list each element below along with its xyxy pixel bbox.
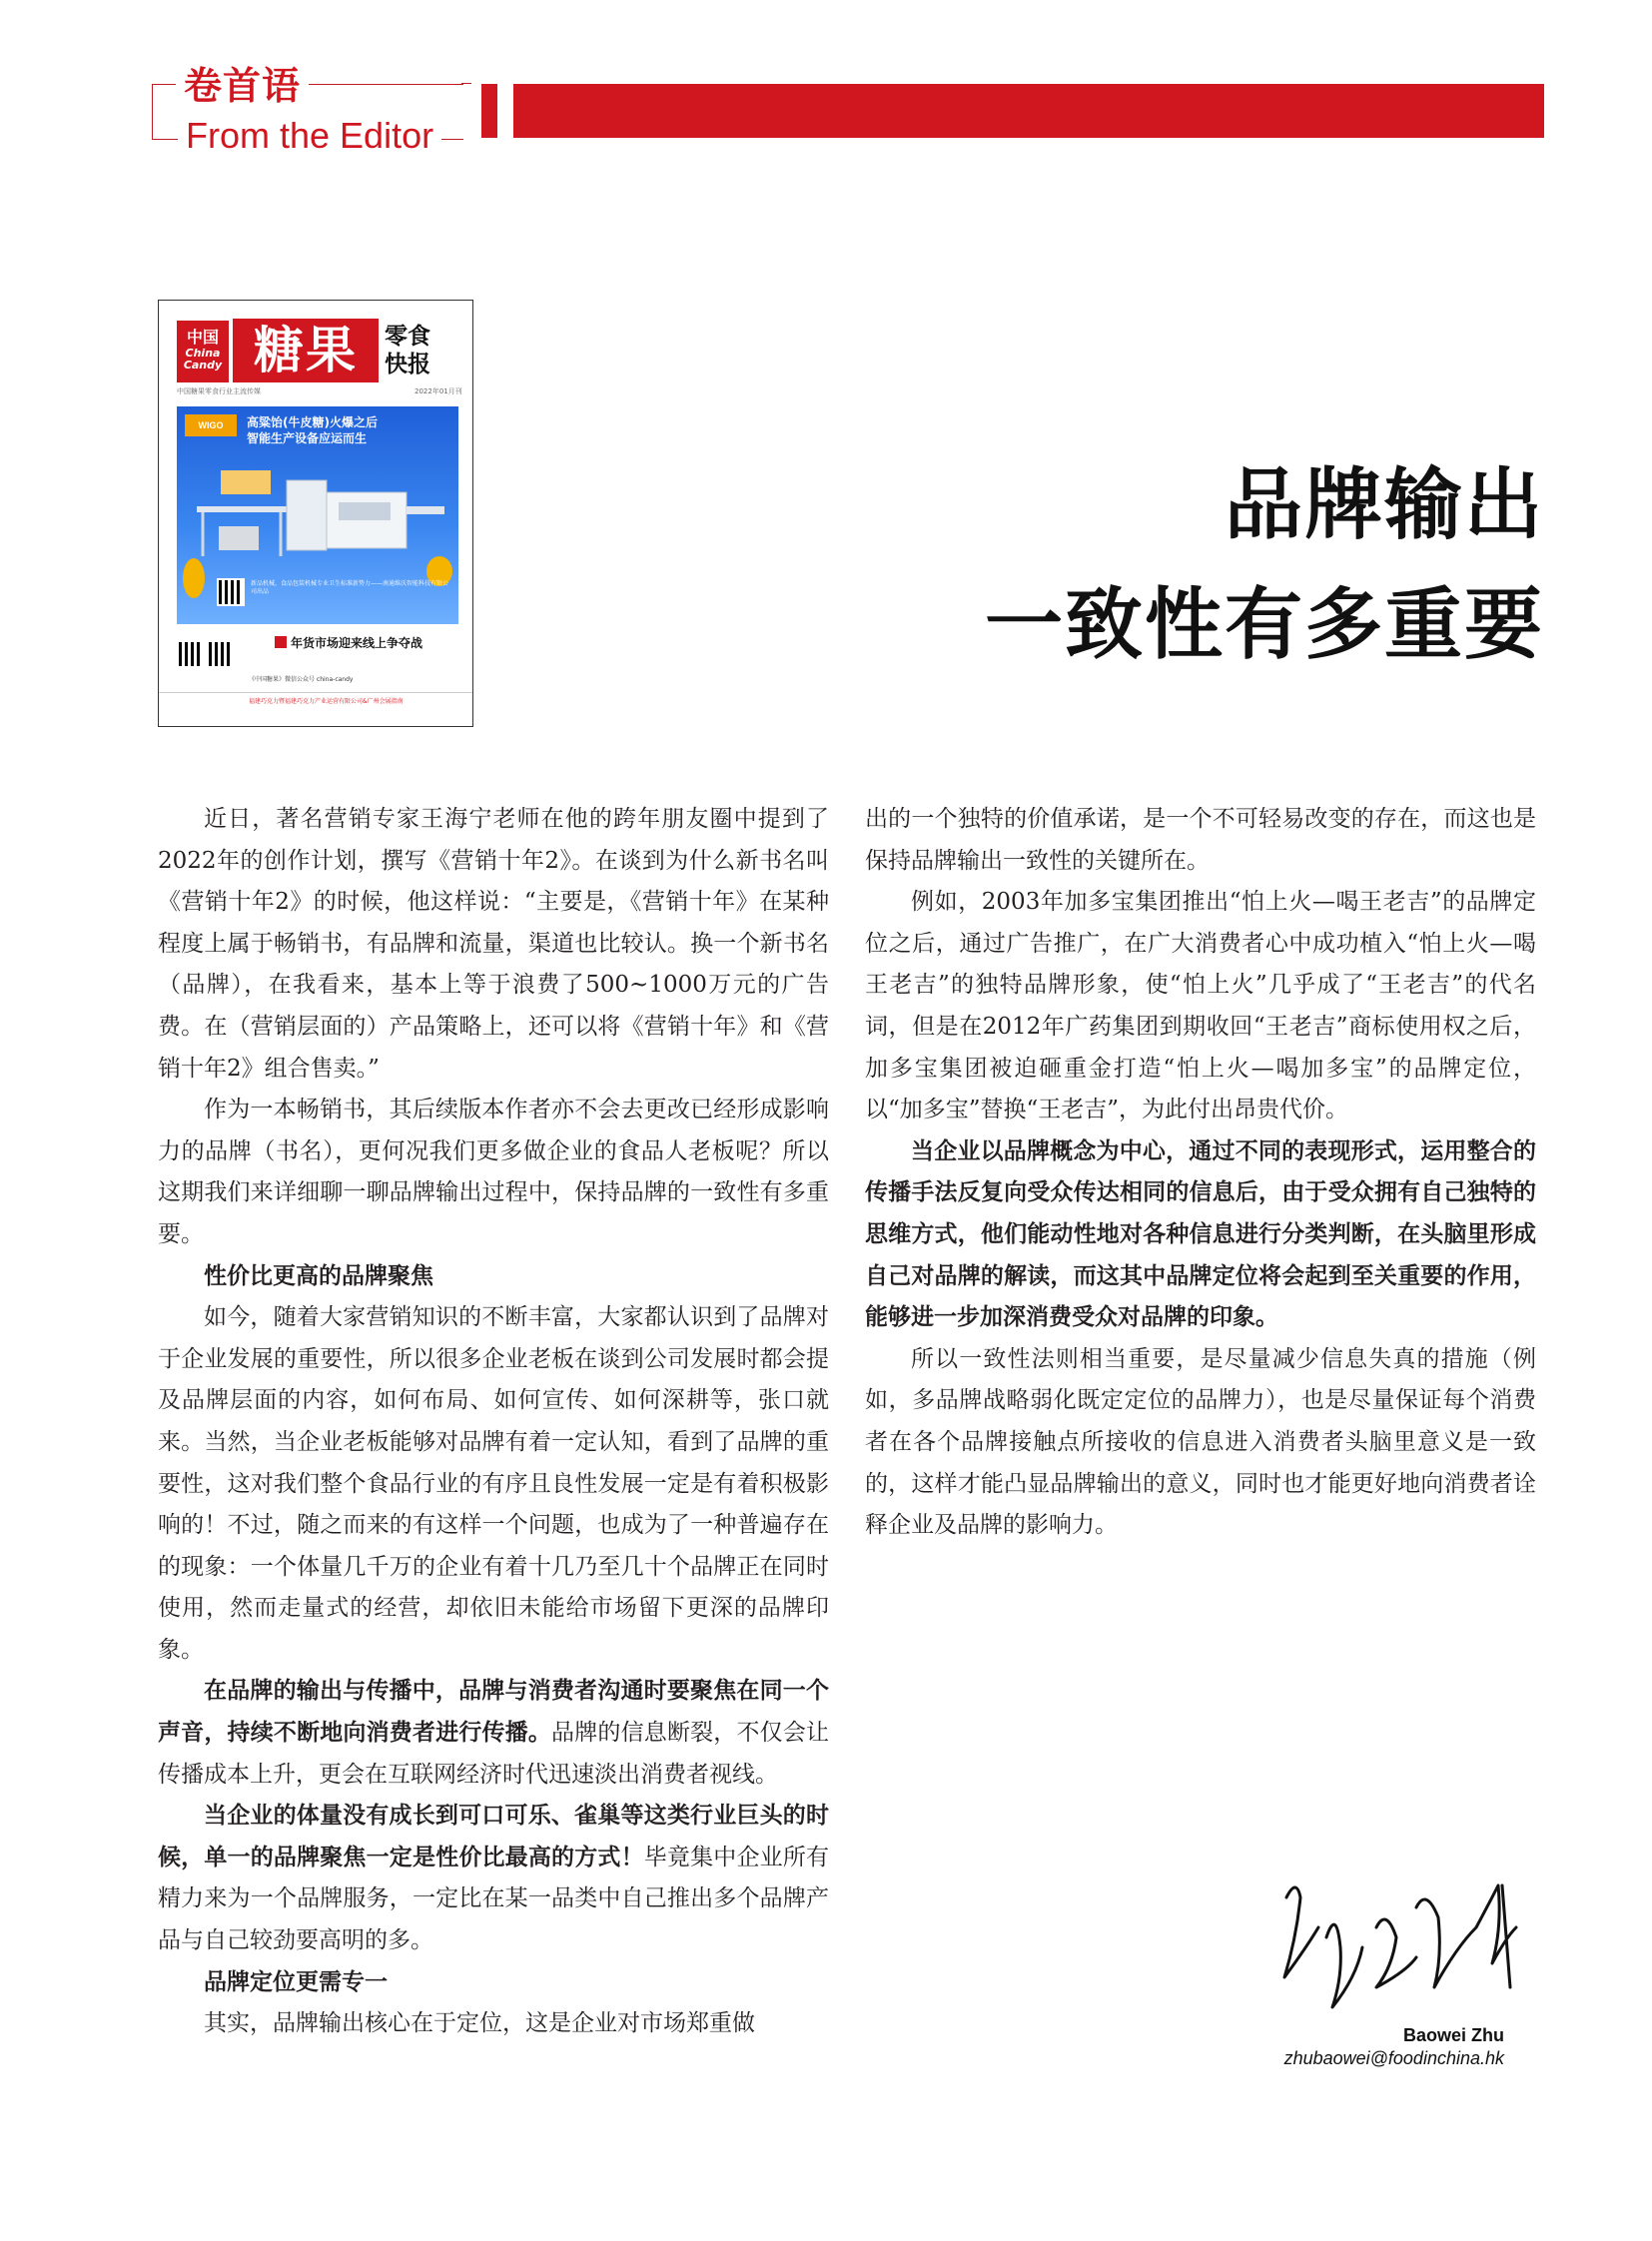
section-title-cn: 卷首语: [176, 62, 309, 110]
cover-qr-code-2: [207, 640, 235, 668]
cover-wechat-line: 《中国糖果》微信公众号 china-candy: [249, 676, 354, 683]
emphasis-text: 当企业的体量没有成长到可口可乐、雀巢等这类行业巨头的时候，单一的品牌聚焦一定是性价比最高的方式！: [158, 1803, 829, 1870]
emphasis-text: 在品牌的输出与传播中，品牌与消费者沟通时要聚焦在同一个声音，持续不断地向消费者进行传播。: [158, 1678, 829, 1747]
cover-snack-line1: 零食: [385, 324, 430, 350]
paragraph: 所以一致性法则相当重要，是尽量减少信息失真的措施（例如，多品牌战略弱化既定定位的品牌力），也是尽量保证每个消费者在各个品牌接触点所接收的信息进入消费者头脑里意义是一致的，这样才能凸显品牌输出的意义，同时也才能更好地向消费者诠释企业及品牌的影响力。: [865, 1345, 1536, 1539]
cover-ad-qr-code: [217, 578, 245, 606]
cover-ad-decor-left: [183, 558, 205, 598]
cover-machine-illustration: [191, 466, 448, 562]
paragraph: 如今，随着大家营销知识的不断丰富，大家都认识到了品牌对于企业发展的重要性，所以很多企业老板在谈到公司发展时都会提及品牌层面的内容，如何布局、如何宣传、如何深耕等，张口就来。当然，当企业老板能够对品牌有着一定认知，看到了品牌的重要性，这对我们整个食品行业的有序且良性发展一定是有着积极影响的！不过，随之而来的有这样一个问题，也成为了一种普遍存在的现象：一个体量几千万的企业有着十几乃至几十个品牌正在同时使用，然而走量式的经营，却依旧未能给市场留下更深的品牌印象。: [158, 1304, 829, 1663]
header-accent-bar: [513, 84, 1544, 138]
cover-date: 2022年01月刊: [414, 387, 462, 395]
paragraph: [158, 1796, 829, 1961]
subheading: 品牌定位更需专一: [204, 1968, 388, 1995]
header-accent-square: [481, 84, 497, 138]
cover-brand-block: [177, 321, 229, 382]
cover-logo: 糖果: [233, 319, 379, 382]
article-column-right: [865, 799, 1536, 1547]
paragraph: [158, 1671, 829, 1796]
paragraph: 出的一个独特的价值承诺，是一个不可轻易改变的存在，而这也是保持品牌输出一致性的关键所在。: [865, 806, 1536, 874]
headline-line-1: 品牌输出: [1224, 459, 1544, 550]
paragraph: 近日，著名营销专家王海宁老师在他的跨年朋友圈中提到了2022年的创作计划，撰写《营销十年2》。在谈到为什么新书名叫《营销十年2》的时候，他这样说：“主要是，《营销十年》在某种程度上属于畅销书，有品牌和流量，渠道也比较认。换一个新书名（品牌），在我看来，基本上等于浪费了500~1000万元的广告费。在（营销层面的）产品策略上，还可以将《营销十年》和《营销十年2》组合售卖。”: [158, 806, 829, 1082]
paragraph-text: 品牌的信息断裂，不仅会让传播成本上升，更会在互联网经济时代迅速淡出消费者视线。: [158, 1720, 830, 1788]
cover-snack-title: [385, 323, 454, 378]
paragraph: 其实，品牌输出核心在于定位，这是企业对市场郑重做: [204, 2010, 755, 2037]
cover-qr-code-1: [177, 640, 205, 668]
cover-feature-headline: [275, 634, 422, 651]
cover-tagline: 中国糖果零食行业主流传媒: [177, 387, 261, 395]
cover-snack-line2: 快报: [385, 352, 430, 377]
feature-mark-icon: [275, 636, 287, 648]
cover-ad-contact: 新品机械，食品包装机械专业卫生标准新势力——南通维沃智能科技有限公司出品: [251, 580, 449, 595]
paragraph-text: 毕竟集中企业所有精力来为一个品牌服务，一定比在某一品类中自己推出多个品牌产品与自己较劲要高明的多。: [158, 1844, 830, 1954]
emphasis-paragraph: 当企业以品牌概念为中心，通过不同的表现形式，运用整合的传播手法反复向受众传达相同的信息后，由于受众拥有自己独特的思维方式，他们能动性地对各种信息进行分类判断，在头脑里形成自己对品牌的解读，而这其中品牌定位将会起到至关重要的作用，能够进一步加深消费受众对品牌的印象。: [865, 1137, 1536, 1331]
handwritten-signature: [1266, 1868, 1536, 2027]
article-column-left: [158, 799, 829, 2045]
cover-ad-logo: WIGO: [185, 414, 237, 436]
headline-line-2: 一致性有多重要: [984, 579, 1544, 670]
paragraph: 例如，2003年加多宝集团推出“怕上火—喝王老吉”的品牌定位之后，通过广告推广，在广大消费者心中成功植入“怕上火—喝王老吉”的独特品牌形象，使“怕上火”几乎成了“王老吉”的代名词，但是在2012年广药集团到期收回“王老吉”商标使用权之后，加多宝集团被迫砸重金打造“怕上火—喝加多宝”的品牌定位，以“加多宝”替换“王老吉”，为此付出昂贵代价。: [865, 889, 1536, 1123]
author-name: Baowei Zhu: [1402, 2025, 1504, 2045]
cover-feature-text: 年货市场迎来线上争夺战: [291, 636, 423, 650]
cover-ad-title-line1: 高粱饴(牛皮糖)火爆之后: [247, 415, 378, 429]
cover-brand-en: China Candy: [183, 347, 223, 372]
cover-ad-title: [247, 414, 452, 446]
author-email: zhubaowei@foodinchina.hk: [1283, 2048, 1504, 2068]
article-headline: [985, 445, 1544, 685]
cover-advertisement: [177, 406, 458, 624]
cover-brand-cn: 中国: [186, 328, 219, 347]
paragraph: 作为一本畅销书，其后续版本作者亦不会去更改已经形成影响力的品牌（书名），更何况我们更多做企业的食品人老板呢？所以这期我们来详细聊一聊品牌输出过程中，保持品牌的一致性有多重要。: [158, 1097, 829, 1247]
section-title-en: From the Editor: [178, 114, 441, 158]
cover-ad-title-line2: 智能生产设备应运而生: [247, 431, 368, 445]
magazine-cover: [158, 300, 473, 727]
cover-footer-text: 福建巧克力暨福建巧克力产业运营有限公司&广州会展指南: [249, 698, 404, 705]
subheading: 性价比更高的品牌聚焦: [204, 1262, 433, 1289]
